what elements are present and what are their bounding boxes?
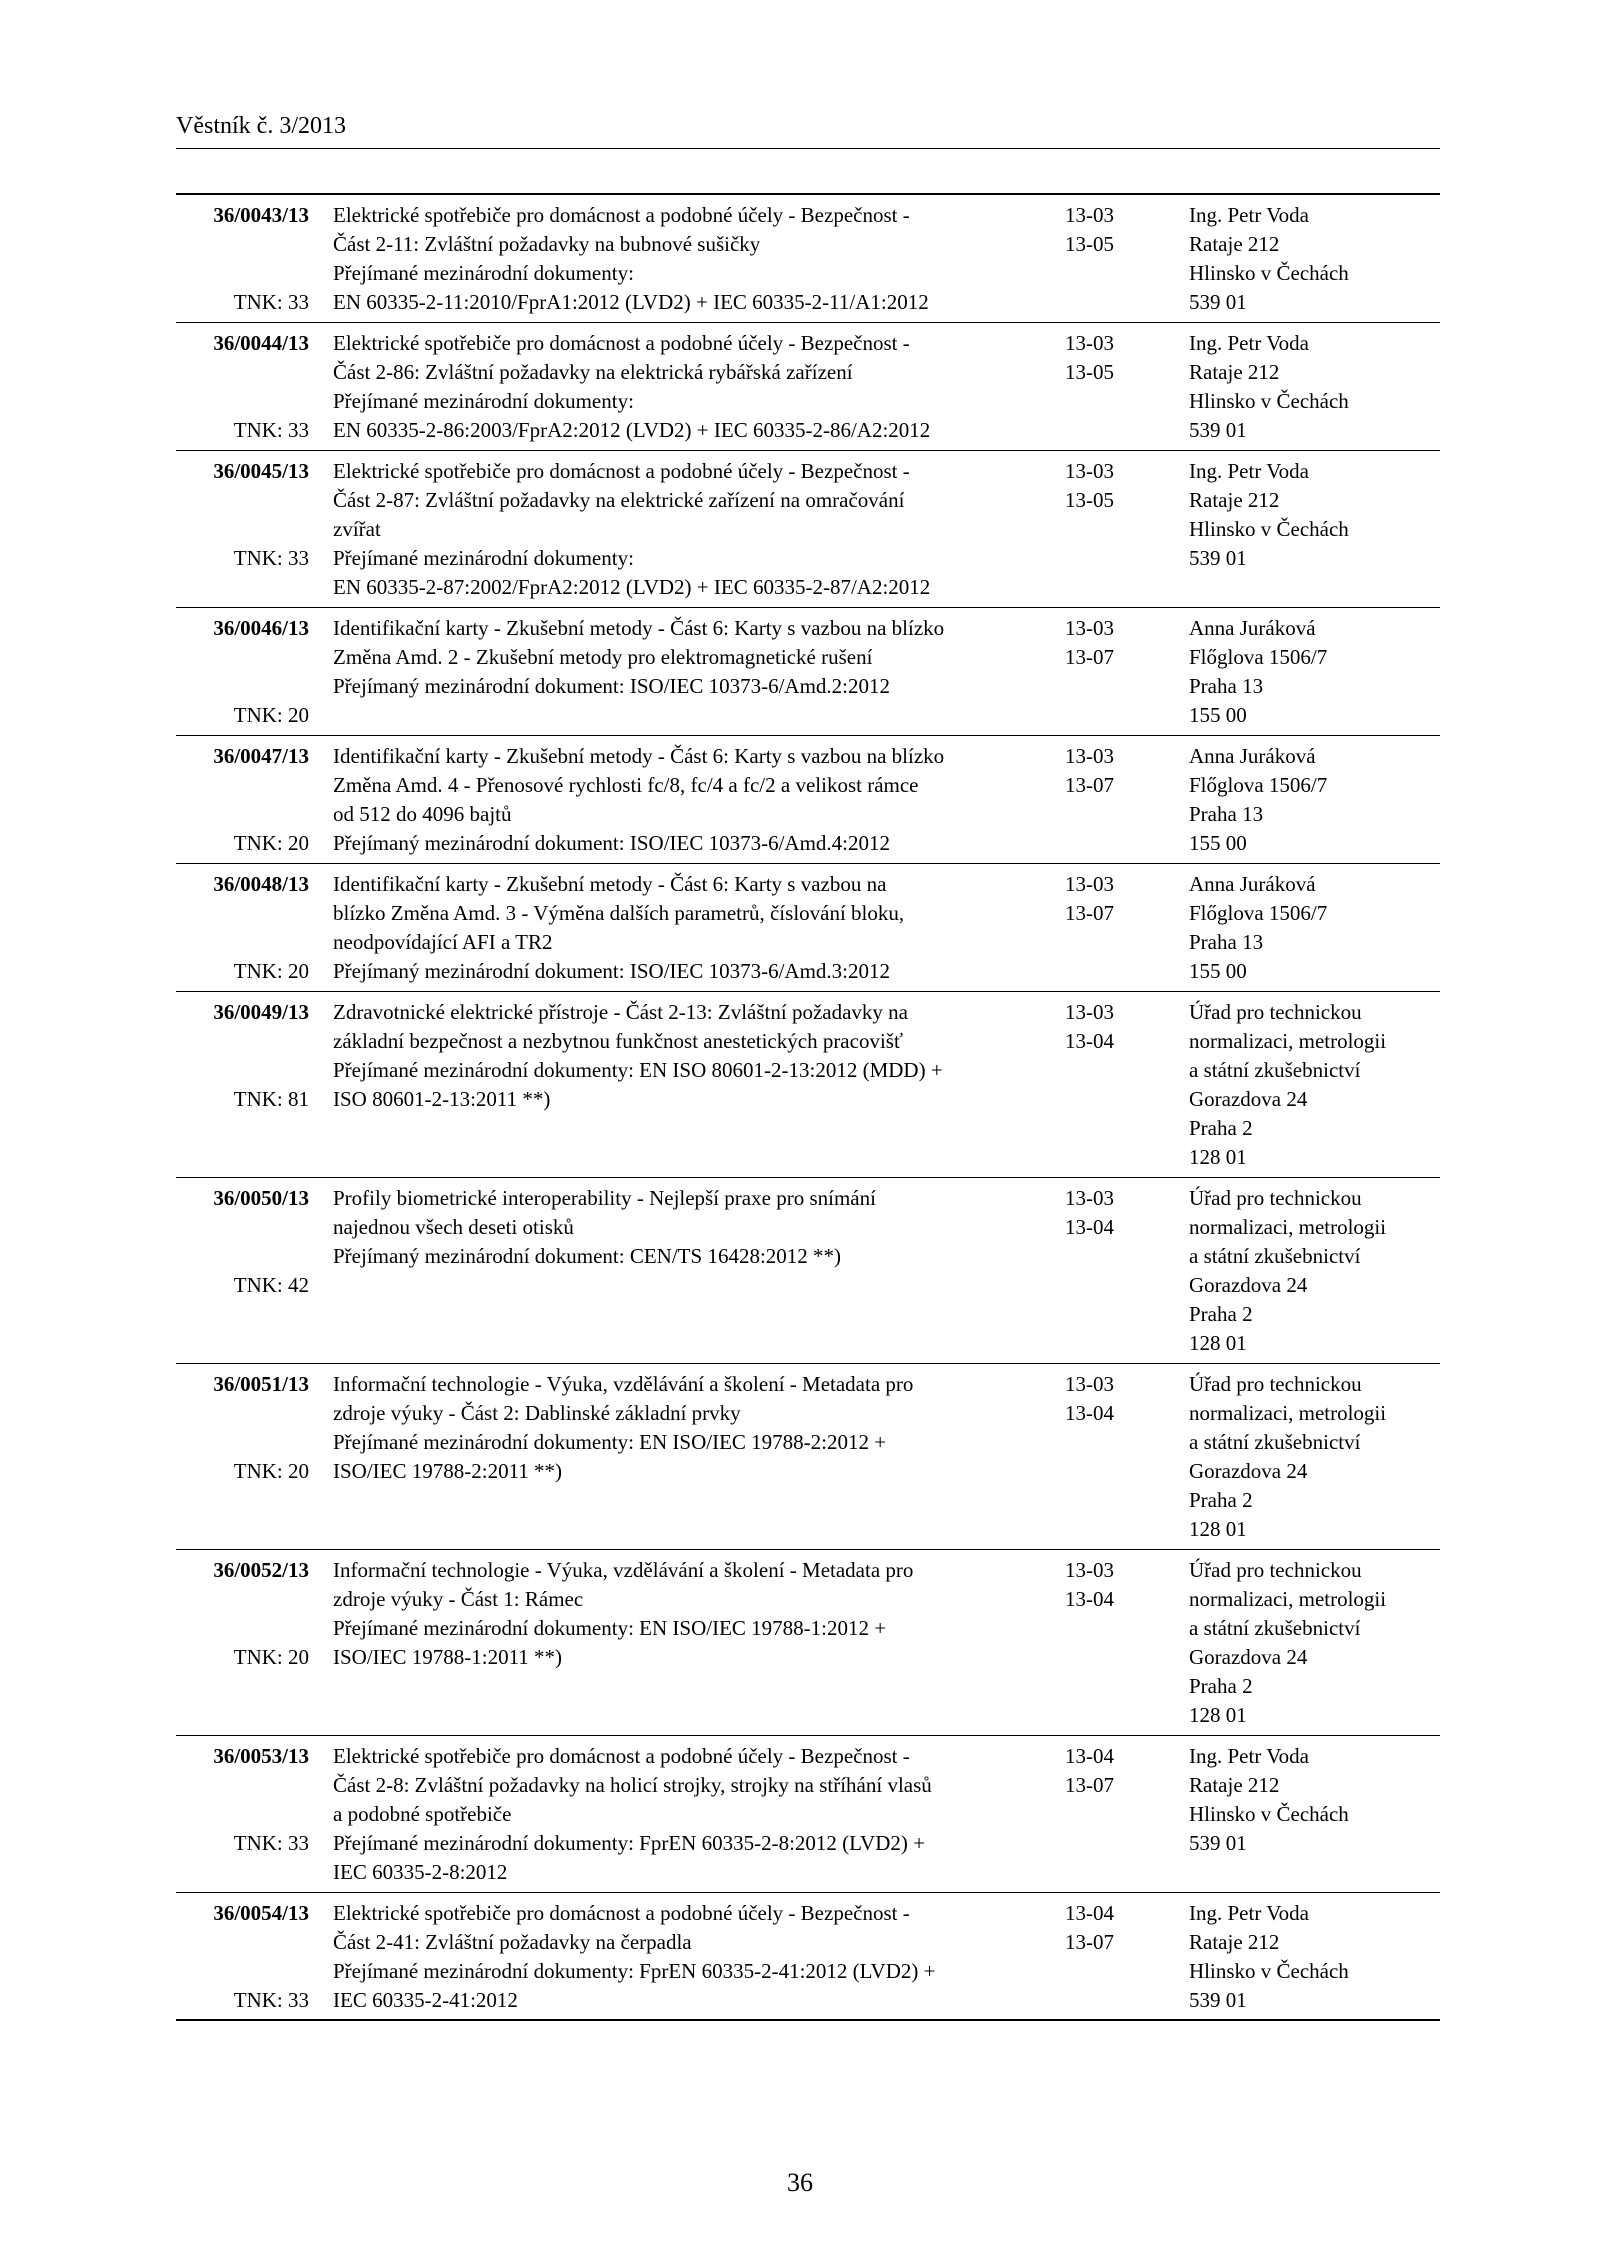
entry-address — [1189, 870, 1440, 986]
entry-tnk: TNK: 33 — [233, 418, 309, 442]
entry-dates-line: 13-05 — [1065, 360, 1114, 384]
entry-dates-line: 13-03 — [1065, 1000, 1114, 1024]
entry-title-line: Přejímané mezinárodní dokumenty: — [333, 389, 634, 413]
entry-address-line: 128 01 — [1189, 1703, 1247, 1727]
entry-address — [1189, 329, 1440, 445]
entry-title-line: ISO/IEC 19788-1:2011 **) — [333, 1645, 563, 1669]
entry-address — [1189, 1184, 1440, 1358]
entry-title-line: Změna Amd. 2 - Zkušební metody pro elektromagnetické rušení — [333, 645, 873, 669]
entry-title-line: Elektrické spotřebiče pro domácnost a podobné účely - Bezpečnost - — [333, 1901, 910, 1925]
entry-title-line: Informační technologie - Výuka, vzdělávání a školení - Metadata pro — [333, 1372, 914, 1396]
entry-dates-line: 13-05 — [1065, 488, 1114, 512]
entry-dates-line: 13-07 — [1065, 1773, 1114, 1797]
entry-title-line: Část 2-41: Zvláštní požadavky na čerpadla — [333, 1930, 692, 1954]
table-row — [176, 608, 1440, 736]
entry-address-line: Praha 2 — [1189, 1488, 1253, 1512]
entry-address-line: Anna Juráková — [1189, 872, 1316, 896]
entry-dates — [1065, 1556, 1155, 1614]
entry-number: 36/0043/13 — [213, 203, 309, 227]
entry-address-line: Ing. Petr Voda — [1189, 331, 1309, 355]
entry-title-line: a podobné spotřebiče — [333, 1802, 512, 1826]
entry-title-line: Identifikační karty - Zkušební metody - Část 6: Karty s vazbou na — [333, 872, 887, 896]
entry-title-line: Přejímané mezinárodní dokumenty: EN ISO/IEC 19788-2:2012 + — [333, 1430, 887, 1454]
entry-address-line: Hlinsko v Čechách — [1189, 261, 1349, 285]
entry-address-line: Praha 13 — [1189, 802, 1264, 826]
entry-address-line: Gorazdova 24 — [1189, 1645, 1308, 1669]
entry-title-line: EN 60335-2-86:2003/FprA2:2012 (LVD2) + IEC 60335-2-86/A2:2012 — [333, 418, 931, 442]
entry-title-line: Přejímané mezinárodní dokumenty: EN ISO/IEC 19788-1:2012 + — [333, 1616, 887, 1640]
entry-title-line: Část 2-8: Zvláštní požadavky na holicí strojky, strojky na stříhání vlasů — [333, 1773, 932, 1797]
entry-tnk: TNK: 20 — [233, 1459, 309, 1483]
entry-tnk: TNK: 33 — [233, 546, 309, 570]
entry-address-line: Rataje 212 — [1189, 488, 1280, 512]
entry-title — [333, 870, 1053, 986]
entry-dates-line: 13-04 — [1065, 1587, 1114, 1611]
entry-address-line: a státní zkušebnictví — [1189, 1244, 1361, 1268]
entry-dates — [1065, 870, 1155, 928]
entry-dates — [1065, 201, 1155, 259]
entry-title-line: Elektrické spotřebiče pro domácnost a podobné účely - Bezpečnost - — [333, 203, 910, 227]
entry-address-line: Anna Juráková — [1189, 744, 1316, 768]
entry-address — [1189, 614, 1440, 730]
entry-number: 36/0051/13 — [213, 1372, 309, 1396]
entry-address-line: Hlinsko v Čechách — [1189, 389, 1349, 413]
entry-title-line: ISO/IEC 19788-2:2011 **) — [333, 1459, 563, 1483]
entry-title-line: neodpovídající AFI a TR2 — [333, 930, 553, 954]
entry-title-line: Elektrické spotřebiče pro domácnost a podobné účely - Bezpečnost - — [333, 331, 910, 355]
entry-address-line: Ing. Petr Voda — [1189, 1901, 1309, 1925]
entry-address-line: Praha 2 — [1189, 1116, 1253, 1140]
entry-number: 36/0044/13 — [213, 331, 309, 355]
entry-title-line: Přejímané mezinárodní dokumenty: EN ISO 80601-2-13:2012 (MDD) + — [333, 1058, 943, 1082]
entry-dates — [1065, 742, 1155, 800]
entry-dates — [1065, 614, 1155, 672]
table-row — [176, 992, 1440, 1178]
entry-title-line: Identifikační karty - Zkušební metody - Část 6: Karty s vazbou na blízko — [333, 616, 945, 640]
entry-address-line: Praha 13 — [1189, 930, 1264, 954]
entry-address-line: Hlinsko v Čechách — [1189, 1959, 1349, 1983]
entry-tnk: TNK: 20 — [233, 1645, 309, 1669]
entry-address-line: Flőglova 1506/7 — [1189, 645, 1328, 669]
entry-title — [333, 998, 1053, 1114]
entry-title-line: Profily biometrické interoperability - Nejlepší praxe pro snímání — [333, 1186, 876, 1210]
entry-address-line: 539 01 — [1189, 546, 1247, 570]
entry-dates — [1065, 998, 1155, 1056]
entry-tnk: TNK: 33 — [233, 1988, 309, 2012]
entry-dates-line: 13-04 — [1065, 1744, 1114, 1768]
entry-title — [333, 201, 1053, 317]
entry-address-line: 539 01 — [1189, 1831, 1247, 1855]
entry-title-line: základní bezpečnost a nezbytnou funkčnost anestetických pracovišť — [333, 1029, 903, 1053]
entry-address — [1189, 201, 1440, 317]
entry-tnk: TNK: 42 — [233, 1273, 309, 1297]
entry-address-line: Flőglova 1506/7 — [1189, 773, 1328, 797]
entry-title — [333, 329, 1053, 445]
entry-address-line: Gorazdova 24 — [1189, 1459, 1308, 1483]
entry-dates-line: 13-03 — [1065, 331, 1114, 355]
entry-title-line: Přejímané mezinárodní dokumenty: — [333, 546, 634, 570]
entry-dates — [1065, 329, 1155, 387]
entry-address-line: Praha 2 — [1189, 1302, 1253, 1326]
entry-title-line: Elektrické spotřebiče pro domácnost a podobné účely - Bezpečnost - — [333, 1744, 910, 1768]
entry-title — [333, 1370, 1053, 1486]
entry-address-line: normalizaci, metrologii — [1189, 1401, 1387, 1425]
entry-address-line: 128 01 — [1189, 1517, 1247, 1541]
entry-title — [333, 1742, 1053, 1887]
entry-number: 36/0048/13 — [213, 872, 309, 896]
entry-address-line: 539 01 — [1189, 290, 1247, 314]
entry-dates-line: 13-07 — [1065, 901, 1114, 925]
entry-number: 36/0054/13 — [213, 1901, 309, 1925]
table-row — [176, 864, 1440, 992]
entry-address — [1189, 998, 1440, 1172]
entry-title — [333, 1899, 1053, 2015]
entry-title-line: zdroje výuky - Část 1: Rámec — [333, 1587, 584, 1611]
entry-tnk: TNK: 33 — [233, 290, 309, 314]
entry-address-line: normalizaci, metrologii — [1189, 1587, 1387, 1611]
entry-address-line: 128 01 — [1189, 1331, 1247, 1355]
entry-title-line: Přejímaný mezinárodní dokument: CEN/TS 16428:2012 **) — [333, 1244, 842, 1268]
entry-address — [1189, 1370, 1440, 1544]
entry-address — [1189, 1556, 1440, 1730]
entry-title — [333, 614, 1053, 701]
entry-title-line: Změna Amd. 4 - Přenosové rychlosti fc/8, fc/4 a fc/2 a velikost rámce — [333, 773, 919, 797]
entry-dates-line: 13-03 — [1065, 1372, 1114, 1396]
entry-dates-line: 13-03 — [1065, 459, 1114, 483]
standards-table — [176, 193, 1440, 2021]
entry-number: 36/0049/13 — [213, 1000, 309, 1024]
entry-address-line: Úřad pro technickou — [1189, 1186, 1362, 1210]
entry-dates — [1065, 1899, 1155, 1957]
entry-title — [333, 457, 1053, 602]
entry-address-line: a státní zkušebnictví — [1189, 1616, 1361, 1640]
table-row — [176, 1178, 1440, 1364]
entry-dates-line: 13-03 — [1065, 744, 1114, 768]
entry-address-line: Hlinsko v Čechách — [1189, 1802, 1349, 1826]
entry-title-line: Část 2-11: Zvláštní požadavky na bubnové sušičky — [333, 232, 761, 256]
entry-address — [1189, 1899, 1440, 2015]
entry-title-line: Přejímané mezinárodní dokumenty: FprEN 60335-2-41:2012 (LVD2) + — [333, 1959, 936, 1983]
entry-title-line: zvířat — [333, 517, 381, 541]
table-row — [176, 195, 1440, 323]
entry-dates — [1065, 1184, 1155, 1242]
entry-title-line: EN 60335-2-87:2002/FprA2:2012 (LVD2) + IEC 60335-2-87/A2:2012 — [333, 575, 931, 599]
entry-dates-line: 13-03 — [1065, 1186, 1114, 1210]
entry-dates-line: 13-07 — [1065, 1930, 1114, 1954]
entry-address-line: a státní zkušebnictví — [1189, 1058, 1361, 1082]
entry-dates-line: 13-04 — [1065, 1401, 1114, 1425]
entry-dates-line: 13-05 — [1065, 232, 1114, 256]
entry-address-line: Rataje 212 — [1189, 1930, 1280, 1954]
entry-address-line: Praha 13 — [1189, 674, 1264, 698]
entry-address-line: Úřad pro technickou — [1189, 1000, 1362, 1024]
table-row — [176, 1364, 1440, 1550]
entry-address-line: 155 00 — [1189, 831, 1247, 855]
entry-address — [1189, 457, 1440, 573]
entry-address-line: Anna Juráková — [1189, 616, 1316, 640]
entry-title-line: Informační technologie - Výuka, vzdělávání a školení - Metadata pro — [333, 1558, 914, 1582]
entry-tnk: TNK: 20 — [233, 703, 309, 727]
entry-dates — [1065, 1370, 1155, 1428]
entry-tnk: TNK: 20 — [233, 959, 309, 983]
entry-number: 36/0050/13 — [213, 1186, 309, 1210]
entry-dates-line: 13-03 — [1065, 203, 1114, 227]
entry-address-line: Praha 2 — [1189, 1674, 1253, 1698]
entry-title-line: Elektrické spotřebiče pro domácnost a podobné účely - Bezpečnost - — [333, 459, 910, 483]
table-row — [176, 451, 1440, 608]
entry-tnk: TNK: 33 — [233, 1831, 309, 1855]
entry-tnk: TNK: 20 — [233, 831, 309, 855]
entry-address-line: Ing. Petr Voda — [1189, 1744, 1309, 1768]
table-row — [176, 1893, 1440, 2021]
entry-address-line: Úřad pro technickou — [1189, 1372, 1362, 1396]
table-row — [176, 1550, 1440, 1736]
entry-title — [333, 1556, 1053, 1672]
entry-address-line: normalizaci, metrologii — [1189, 1029, 1387, 1053]
entry-number: 36/0052/13 — [213, 1558, 309, 1582]
entry-address-line: Rataje 212 — [1189, 1773, 1280, 1797]
entry-dates-line: 13-04 — [1065, 1215, 1114, 1239]
entry-address-line: 155 00 — [1189, 703, 1247, 727]
entry-title-line: IEC 60335-2-8:2012 — [333, 1860, 508, 1884]
entry-address-line: a státní zkušebnictví — [1189, 1430, 1361, 1454]
entry-address-line: Gorazdova 24 — [1189, 1087, 1308, 1111]
entry-address-line: Rataje 212 — [1189, 360, 1280, 384]
entry-title-line: ISO 80601-2-13:2011 **) — [333, 1087, 551, 1111]
entry-dates-line: 13-04 — [1065, 1901, 1114, 1925]
entry-title-line: IEC 60335-2-41:2012 — [333, 1988, 518, 2012]
entry-title-line: zdroje výuky - Část 2: Dablinské základní prvky — [333, 1401, 741, 1425]
entry-title-line: Přejímaný mezinárodní dokument: ISO/IEC 10373-6/Amd.2:2012 — [333, 674, 891, 698]
entry-tnk: TNK: 81 — [233, 1087, 309, 1111]
table-row — [176, 736, 1440, 864]
entry-address-line: 128 01 — [1189, 1145, 1247, 1169]
entry-title-line: Část 2-87: Zvláštní požadavky na elektrické zařízení na omračování — [333, 488, 905, 512]
page-header — [176, 112, 1440, 149]
entry-title-line: Identifikační karty - Zkušební metody - Část 6: Karty s vazbou na blízko — [333, 744, 945, 768]
entry-title-line: Zdravotnické elektrické přístroje - Část 2-13: Zvláštní požadavky na — [333, 1000, 908, 1024]
entry-number: 36/0045/13 — [213, 459, 309, 483]
entry-dates-line: 13-03 — [1065, 872, 1114, 896]
entry-address — [1189, 742, 1440, 858]
entry-address-line: Hlinsko v Čechách — [1189, 517, 1349, 541]
entry-address-line: Ing. Petr Voda — [1189, 459, 1309, 483]
entry-number: 36/0047/13 — [213, 744, 309, 768]
entry-address-line: Flőglova 1506/7 — [1189, 901, 1328, 925]
entry-dates-line: 13-07 — [1065, 645, 1114, 669]
entry-title-line: Přejímané mezinárodní dokumenty: FprEN 60335-2-8:2012 (LVD2) + — [333, 1831, 925, 1855]
entry-title-line: Přejímaný mezinárodní dokument: ISO/IEC 10373-6/Amd.3:2012 — [333, 959, 891, 983]
entry-address-line: Gorazdova 24 — [1189, 1273, 1308, 1297]
page-number: 36 — [787, 2168, 813, 2197]
header-title: Věstník č. 3/2013 — [176, 113, 346, 139]
entry-title-line: najednou všech deseti otisků — [333, 1215, 574, 1239]
entry-address-line: Rataje 212 — [1189, 232, 1280, 256]
entry-dates-line: 13-03 — [1065, 616, 1114, 640]
entry-dates-line: 13-04 — [1065, 1029, 1114, 1053]
entry-address-line: 539 01 — [1189, 418, 1247, 442]
entry-title-line: blízko Změna Amd. 3 - Výměna dalších parametrů, číslování bloku, — [333, 901, 905, 925]
entry-title-line: EN 60335-2-11:2010/FprA1:2012 (LVD2) + IEC 60335-2-11/A1:2012 — [333, 290, 929, 314]
entry-address-line: normalizaci, metrologii — [1189, 1215, 1387, 1239]
entry-dates-line: 13-03 — [1065, 1558, 1114, 1582]
table-row — [176, 323, 1440, 451]
entry-title — [333, 742, 1053, 858]
entry-title-line: od 512 do 4096 bajtů — [333, 802, 512, 826]
entry-address-line: Ing. Petr Voda — [1189, 203, 1309, 227]
entry-address-line: 539 01 — [1189, 1988, 1247, 2012]
entry-dates — [1065, 1742, 1155, 1800]
entry-address — [1189, 1742, 1440, 1858]
table-row — [176, 1736, 1440, 1893]
entry-dates — [1065, 457, 1155, 515]
entry-number: 36/0053/13 — [213, 1744, 309, 1768]
entry-address-line: 155 00 — [1189, 959, 1247, 983]
entry-title-line: Přejímané mezinárodní dokumenty: — [333, 261, 634, 285]
entry-title-line: Přejímaný mezinárodní dokument: ISO/IEC 10373-6/Amd.4:2012 — [333, 831, 891, 855]
entry-address-line: Úřad pro technickou — [1189, 1558, 1362, 1582]
entry-number: 36/0046/13 — [213, 616, 309, 640]
entry-dates-line: 13-07 — [1065, 773, 1114, 797]
entry-title-line: Část 2-86: Zvláštní požadavky na elektrická rybářská zařízení — [333, 360, 853, 384]
entry-title — [333, 1184, 1053, 1271]
